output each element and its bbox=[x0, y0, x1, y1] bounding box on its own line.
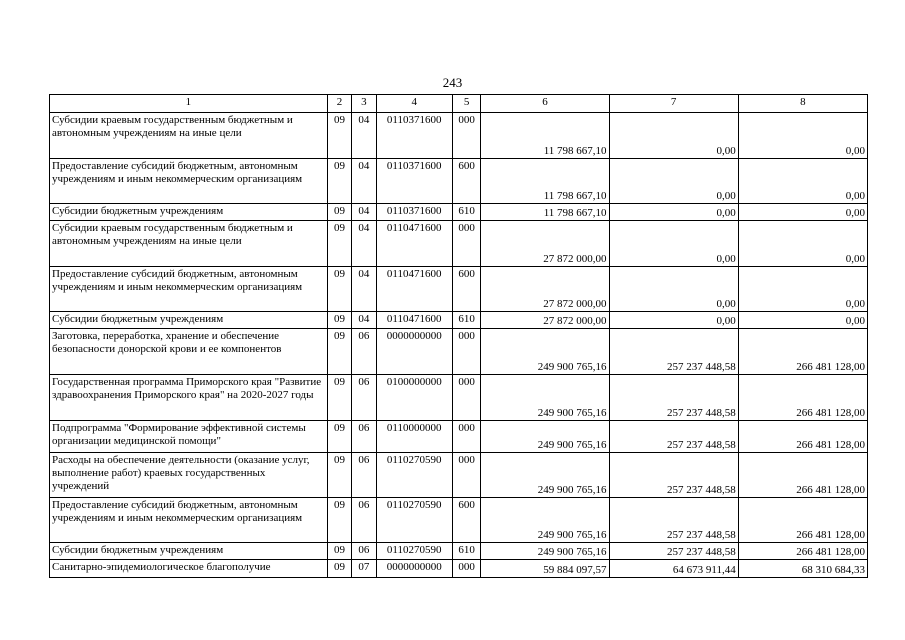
amount-col6-cell: 249 900 765,16 bbox=[481, 498, 609, 543]
amount-col6-cell: 11 798 667,10 bbox=[481, 204, 609, 221]
budget-table bbox=[49, 94, 868, 578]
section-cell: 09 bbox=[327, 221, 351, 267]
amount-col8-cell: 266 481 128,00 bbox=[738, 453, 867, 498]
subsection-cell: 06 bbox=[352, 375, 376, 421]
section-cell: 09 bbox=[327, 498, 351, 543]
row-name-cell: Предоставление субсидий бюджетным, автономным учреждениям и иным некоммерческим организациям bbox=[50, 159, 328, 204]
section-cell: 09 bbox=[327, 204, 351, 221]
section-cell: 09 bbox=[327, 421, 351, 453]
table-row bbox=[50, 421, 868, 453]
row-name-cell: Субсидии краевым государственным бюджетным и автономным учреждениям на иные цели bbox=[50, 221, 328, 267]
column-header: 4 bbox=[376, 95, 452, 113]
column-header: 2 bbox=[327, 95, 351, 113]
expense-type-cell: 000 bbox=[452, 113, 480, 159]
amount-col6-cell: 27 872 000,00 bbox=[481, 312, 609, 329]
target-item-cell: 0110270590 bbox=[376, 498, 452, 543]
section-cell: 09 bbox=[327, 312, 351, 329]
amount-col8-cell: 0,00 bbox=[738, 159, 867, 204]
expense-type-cell: 600 bbox=[452, 267, 480, 312]
page-number: 243 bbox=[442, 75, 463, 90]
amount-col7-cell: 257 237 448,58 bbox=[609, 375, 738, 421]
target-item-cell: 0110471600 bbox=[376, 312, 452, 329]
amount-col8-cell: 68 310 684,33 bbox=[738, 560, 867, 578]
amount-col7-cell: 0,00 bbox=[609, 113, 738, 159]
target-item-cell: 0100000000 bbox=[376, 375, 452, 421]
row-name-cell: Субсидии бюджетным учреждениям bbox=[50, 312, 328, 329]
expense-type-cell: 000 bbox=[452, 329, 480, 375]
subsection-cell: 04 bbox=[352, 159, 376, 204]
subsection-cell: 06 bbox=[352, 543, 376, 560]
expense-type-cell: 610 bbox=[452, 543, 480, 560]
amount-col6-cell: 249 900 765,16 bbox=[481, 543, 609, 560]
table-header-row bbox=[50, 95, 868, 113]
amount-col7-cell: 257 237 448,58 bbox=[609, 498, 738, 543]
amount-col7-cell: 257 237 448,58 bbox=[609, 453, 738, 498]
amount-col6-cell: 27 872 000,00 bbox=[481, 267, 609, 312]
section-cell: 09 bbox=[327, 560, 351, 578]
expense-type-cell: 610 bbox=[452, 204, 480, 221]
expense-type-cell: 610 bbox=[452, 312, 480, 329]
expense-type-cell: 000 bbox=[452, 453, 480, 498]
expense-type-cell: 600 bbox=[452, 159, 480, 204]
amount-col8-cell: 0,00 bbox=[738, 267, 867, 312]
amount-col7-cell: 0,00 bbox=[609, 312, 738, 329]
subsection-cell: 06 bbox=[352, 421, 376, 453]
table-row bbox=[50, 453, 868, 498]
row-name-cell: Субсидии бюджетным учреждениям bbox=[50, 204, 328, 221]
row-name-cell: Заготовка, переработка, хранение и обеспечение безопасности донорской крови и ее компонентов bbox=[50, 329, 328, 375]
amount-col8-cell: 0,00 bbox=[738, 113, 867, 159]
amount-col7-cell: 64 673 911,44 bbox=[609, 560, 738, 578]
amount-col8-cell: 0,00 bbox=[738, 312, 867, 329]
row-name-cell: Расходы на обеспечение деятельности (оказание услуг, выполнение работ) краевых государственных учреждений bbox=[50, 453, 328, 498]
table-row bbox=[50, 267, 868, 312]
expense-type-cell: 600 bbox=[452, 498, 480, 543]
amount-col7-cell: 0,00 bbox=[609, 267, 738, 312]
subsection-cell: 04 bbox=[352, 312, 376, 329]
amount-col6-cell: 249 900 765,16 bbox=[481, 329, 609, 375]
amount-col7-cell: 257 237 448,58 bbox=[609, 329, 738, 375]
column-header: 1 bbox=[50, 95, 328, 113]
amount-col6-cell: 249 900 765,16 bbox=[481, 375, 609, 421]
amount-col6-cell: 59 884 097,57 bbox=[481, 560, 609, 578]
subsection-cell: 06 bbox=[352, 329, 376, 375]
subsection-cell: 06 bbox=[352, 498, 376, 543]
row-name-cell: Предоставление субсидий бюджетным, автономным учреждениям и иным некоммерческим организациям bbox=[50, 498, 328, 543]
expense-type-cell: 000 bbox=[452, 560, 480, 578]
row-name-cell: Субсидии бюджетным учреждениям bbox=[50, 543, 328, 560]
section-cell: 09 bbox=[327, 543, 351, 560]
target-item-cell: 0000000000 bbox=[376, 560, 452, 578]
table-row bbox=[50, 375, 868, 421]
expense-type-cell: 000 bbox=[452, 375, 480, 421]
amount-col8-cell: 266 481 128,00 bbox=[738, 543, 867, 560]
expense-type-cell: 000 bbox=[452, 421, 480, 453]
row-name-cell: Субсидии краевым государственным бюджетным и автономным учреждениям на иные цели bbox=[50, 113, 328, 159]
target-item-cell: 0110471600 bbox=[376, 267, 452, 312]
table-row bbox=[50, 498, 868, 543]
section-cell: 09 bbox=[327, 113, 351, 159]
amount-col6-cell: 11 798 667,10 bbox=[481, 159, 609, 204]
table-row bbox=[50, 204, 868, 221]
amount-col6-cell: 249 900 765,16 bbox=[481, 453, 609, 498]
amount-col6-cell: 27 872 000,00 bbox=[481, 221, 609, 267]
section-cell: 09 bbox=[327, 375, 351, 421]
subsection-cell: 07 bbox=[352, 560, 376, 578]
amount-col8-cell: 0,00 bbox=[738, 204, 867, 221]
row-name-cell: Подпрограмма "Формирование эффективной системы организации медицинской помощи" bbox=[50, 421, 328, 453]
expense-type-cell: 000 bbox=[452, 221, 480, 267]
amount-col8-cell: 266 481 128,00 bbox=[738, 375, 867, 421]
target-item-cell: 0000000000 bbox=[376, 329, 452, 375]
column-header: 6 bbox=[481, 95, 609, 113]
table-row bbox=[50, 560, 868, 578]
amount-col8-cell: 266 481 128,00 bbox=[738, 421, 867, 453]
subsection-cell: 06 bbox=[352, 453, 376, 498]
amount-col7-cell: 257 237 448,58 bbox=[609, 543, 738, 560]
subsection-cell: 04 bbox=[352, 204, 376, 221]
table-row bbox=[50, 312, 868, 329]
subsection-cell: 04 bbox=[352, 267, 376, 312]
amount-col6-cell: 11 798 667,10 bbox=[481, 113, 609, 159]
target-item-cell: 0110371600 bbox=[376, 204, 452, 221]
column-header: 5 bbox=[452, 95, 480, 113]
table-row bbox=[50, 329, 868, 375]
table-row bbox=[50, 113, 868, 159]
section-cell: 09 bbox=[327, 329, 351, 375]
section-cell: 09 bbox=[327, 267, 351, 312]
subsection-cell: 04 bbox=[352, 221, 376, 267]
table-row bbox=[50, 221, 868, 267]
subsection-cell: 04 bbox=[352, 113, 376, 159]
column-header: 3 bbox=[352, 95, 376, 113]
amount-col7-cell: 0,00 bbox=[609, 221, 738, 267]
amount-col7-cell: 0,00 bbox=[609, 204, 738, 221]
amount-col7-cell: 0,00 bbox=[609, 159, 738, 204]
target-item-cell: 0110000000 bbox=[376, 421, 452, 453]
table-row bbox=[50, 159, 868, 204]
amount-col6-cell: 249 900 765,16 bbox=[481, 421, 609, 453]
target-item-cell: 0110270590 bbox=[376, 543, 452, 560]
amount-col8-cell: 266 481 128,00 bbox=[738, 329, 867, 375]
table-row bbox=[50, 543, 868, 560]
row-name-cell: Государственная программа Приморского края "Развитие здравоохранения Приморского края" на 2020-2027 годы bbox=[50, 375, 328, 421]
column-header: 8 bbox=[738, 95, 867, 113]
row-name-cell: Предоставление субсидий бюджетным, автономным учреждениям и иным некоммерческим организациям bbox=[50, 267, 328, 312]
amount-col8-cell: 0,00 bbox=[738, 221, 867, 267]
section-cell: 09 bbox=[327, 453, 351, 498]
target-item-cell: 0110371600 bbox=[376, 113, 452, 159]
row-name-cell: Санитарно-эпидемиологическое благополучие bbox=[50, 560, 328, 578]
target-item-cell: 0110371600 bbox=[376, 159, 452, 204]
target-item-cell: 0110471600 bbox=[376, 221, 452, 267]
target-item-cell: 0110270590 bbox=[376, 453, 452, 498]
column-header: 7 bbox=[609, 95, 738, 113]
section-cell: 09 bbox=[327, 159, 351, 204]
amount-col8-cell: 266 481 128,00 bbox=[738, 498, 867, 543]
amount-col7-cell: 257 237 448,58 bbox=[609, 421, 738, 453]
